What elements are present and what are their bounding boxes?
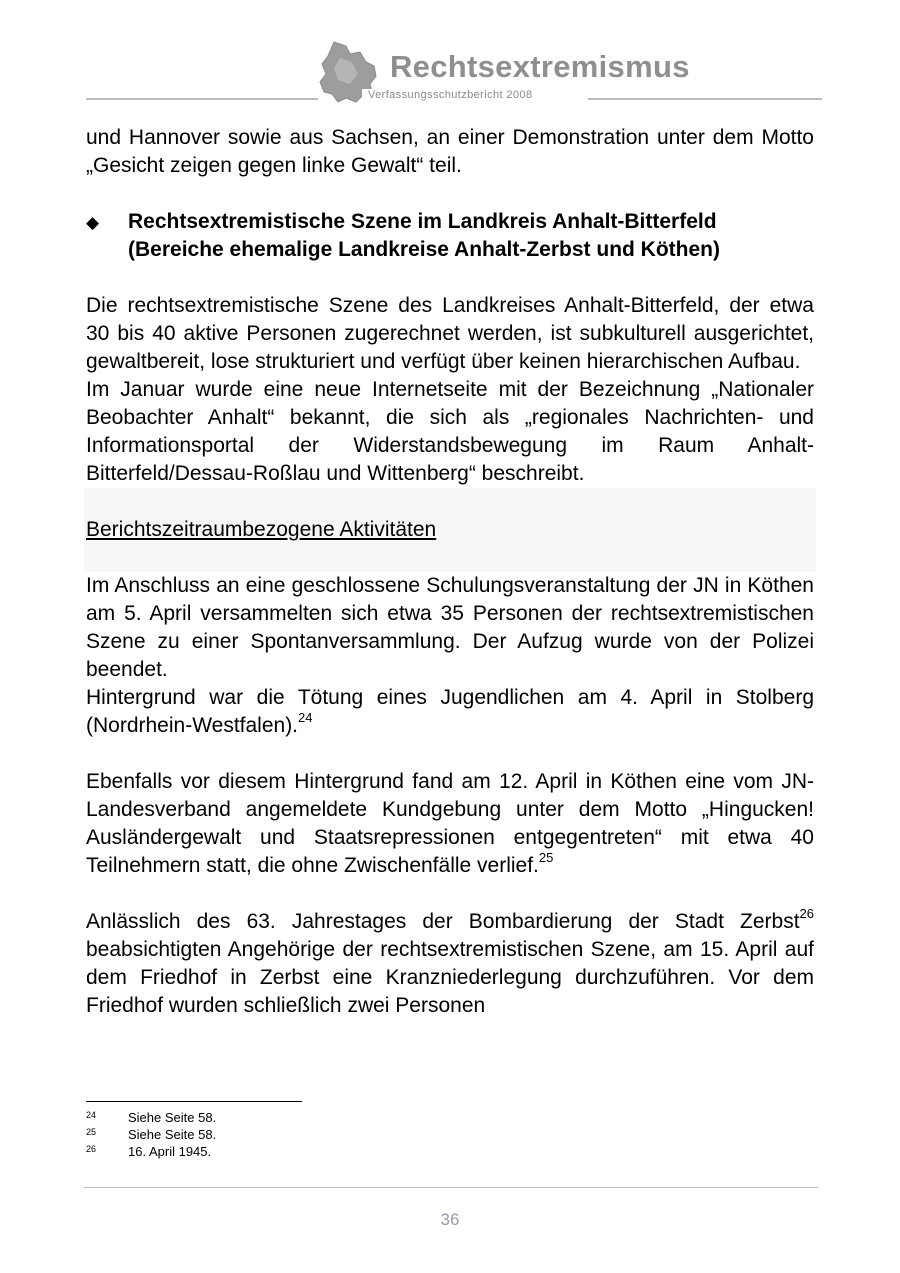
paragraph-zerbst-text-a: Anlässlich des 63. Jahrestages der Bombardierung der Stadt Zerbst [86, 910, 800, 933]
footnote-item [86, 1143, 216, 1160]
footnote-ref-25: 25 [538, 850, 554, 865]
footnote-text: Siehe Seite 58. [128, 1110, 217, 1125]
section-heading-line2: (Bereiche ehemalige Landkreise Anhalt-Zerbst und Köthen) [128, 238, 720, 261]
header-rule-left [86, 98, 318, 100]
section-heading-line1: Rechtsextremistische Szene im Landkreis Anhalt-Bitterfeld [128, 210, 717, 233]
footnote-ref-26: 26 [799, 906, 814, 921]
footnote-number: 25 [86, 1127, 97, 1137]
paragraph-background [86, 684, 814, 740]
footnote-text: Siehe Seite 58. [128, 1127, 217, 1142]
footnote-number: 24 [86, 1110, 97, 1120]
footnotes [86, 1109, 216, 1160]
footnote-number: 26 [86, 1144, 97, 1154]
footnote-item [86, 1109, 216, 1126]
main-content [86, 124, 814, 1020]
page-header [0, 0, 900, 110]
paragraph-zerbst [86, 908, 814, 1020]
paragraph-website: Im Januar wurde eine neue Internetseite mit der Bezeichnung „Nationaler Beobachter Anhalt“ bekannt, die sich als „regionales Nachrichten- und Informationsportal der Widerstandsbewegung im Raum Anhalt-Bitterfeld/Dessau-Roßlau und Wittenberg“ beschreibt. [86, 378, 814, 485]
paragraph-scene: Die rechtsextremistische Szene des Landkreises Anhalt-Bitterfeld, der etwa 30 bis 40 aktive Personen zugerechnet werden, ist subkulturell ausgerichtet, gewaltbereit, lose strukturiert und verfügt über keinen hierarchischen Aufbau. [86, 294, 814, 373]
paragraph-zerbst-text-b: beabsichtigten Angehörige der rechtsextremistischen Szene, am 15. April auf dem Friedhof in Zerbst eine Kranzniederlegung durchzuführen. Vor dem Friedhof wurden schließlich zwei Personen [86, 938, 814, 1017]
paragraph-kundgebung-text: Ebenfalls vor diesem Hintergrund fand am 12. April in Köthen eine vom JN-Landesverband angemeldete Kundgebung unter dem Motto „Hingucken! Ausländergewalt und Staatsrepressionen entgegentreten“ mit etwa 40 Teilnehmern statt, die ohne Zwischenfälle verlief. [86, 770, 814, 877]
footnote-ref-24: 24 [298, 710, 313, 725]
header-subtitle: Verfassungsschutzbericht 2008 [362, 89, 538, 101]
subheading: Berichtszeitraumbezogene Aktivitäten [86, 518, 437, 541]
diamond-bullet-icon: ◆ [86, 213, 100, 232]
paragraph-koethen-april5: Im Anschluss an eine geschlossene Schulungsveranstaltung der JN in Köthen am 5. April versammelten sich etwa 35 Personen der rechtsextremistischen Szene zu einer Spontanversammlung. Der Aufzug wurde von der Polizei beendet. [86, 574, 814, 681]
header-rule-right [588, 98, 822, 100]
section-heading [86, 208, 814, 264]
page-number: 36 [440, 1210, 460, 1229]
footer-rule [84, 1187, 818, 1188]
intro-paragraph: und Hannover sowie aus Sachsen, an einer Demonstration unter dem Motto „Gesicht zeigen gegen linke Gewalt“ teil. [86, 126, 814, 177]
footnote-separator [86, 1101, 302, 1102]
subheading-band [84, 488, 816, 572]
header-title: Rechtsextremismus [390, 49, 690, 84]
footnote-item [86, 1126, 216, 1143]
paragraph-background-text: Hintergrund war die Tötung eines Jugendlichen am 4. April in Stolberg (Nordrhein-Westfalen). [86, 686, 814, 737]
paragraph-kundgebung [86, 768, 814, 880]
footnote-text: 16. April 1945. [128, 1144, 212, 1159]
